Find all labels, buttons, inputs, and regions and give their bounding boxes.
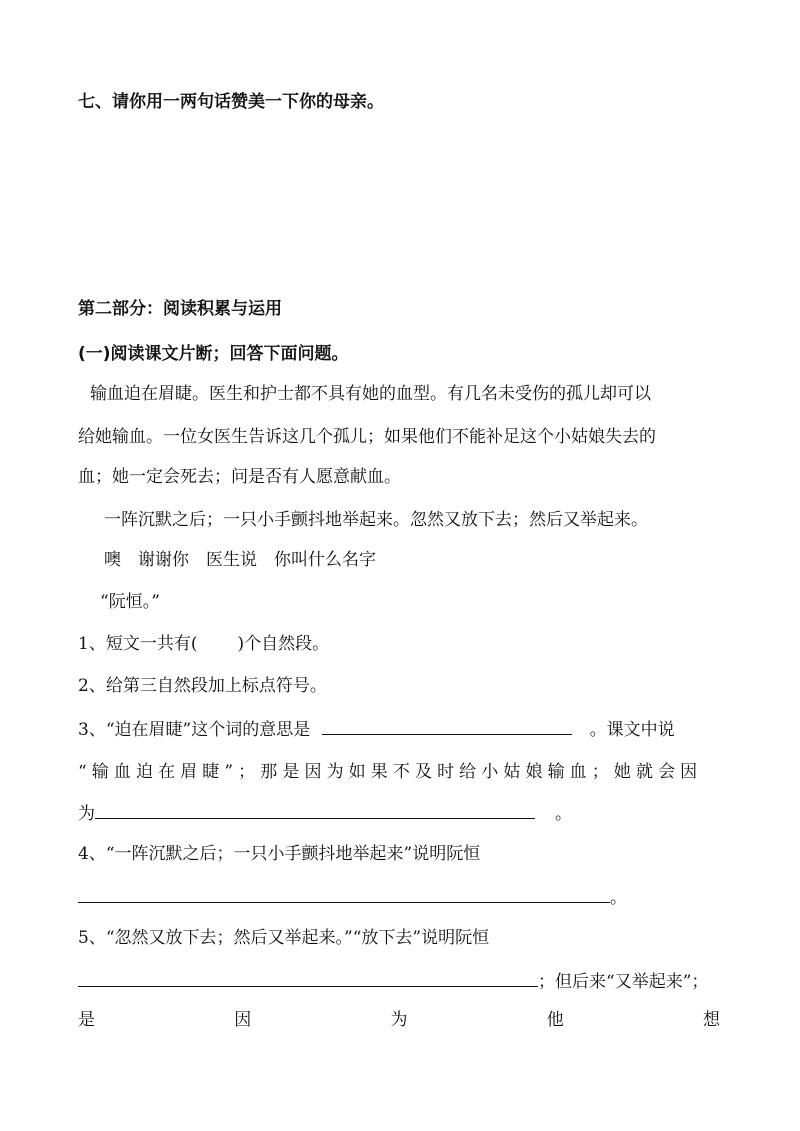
question-5-word-4: 他	[546, 1010, 564, 1030]
passage-line-1: 输血迫在眉睫。医生和护士都不具有她的血型。有几名未受伤的孤儿却可以	[90, 384, 651, 404]
question-5-line-2-suffix: ；但后来“又举起来”；	[538, 972, 709, 992]
question-1-prefix: 1、短文一共有(	[78, 634, 198, 654]
section1-title: (一)阅读课文片断；回答下面问题。	[78, 344, 349, 364]
passage-line-6: “阮恒。”	[100, 592, 160, 612]
question-3-line-1	[78, 716, 675, 742]
part2-title: 第二部分：阅读积累与运用	[78, 299, 282, 319]
question-5-blank-1[interactable]	[78, 968, 538, 987]
passage-line-4: 一阵沉默之后；一只小手颤抖地举起来。忽然又放下去；然后又举起来。	[104, 510, 648, 530]
question-3-prefix: 3、“迫在眉睫”这个词的意思是	[78, 720, 311, 740]
passage-line-2: 给她输血。一位女医生告诉这几个孤儿；如果他们不能补足这个小姑娘失去的	[78, 427, 656, 447]
question-3-line-2: “输血迫在眉睫”；那是因为如果不及时给小姑娘输血；她就会因	[78, 762, 703, 782]
question-5-word-5: 想	[703, 1010, 720, 1030]
question-5-word-1: 是	[78, 1010, 95, 1030]
question-5-word-2: 因	[234, 1010, 252, 1030]
question-4: 4、“一阵沉默之后；一只小手颤抖地举起来”说明阮恒	[78, 844, 481, 864]
question-3-blank-2[interactable]	[95, 800, 535, 819]
question-1-suffix: )个自然段。	[237, 634, 330, 654]
q7-title: 七、请你用一两句话赞美一下你的母亲。	[78, 92, 384, 112]
question-4-blank[interactable]	[78, 884, 610, 903]
question-4-end: 。	[610, 888, 627, 908]
question-3-line-3-suffix: 。	[555, 804, 572, 824]
question-5-line-3	[78, 1008, 720, 1032]
question-3-line-3-prefix: 为	[78, 804, 95, 824]
question-2: 2、给第三自然段加上标点符号。	[78, 676, 327, 696]
passage-line-5: 噢 谢谢你 医生说 你叫什么名字	[104, 550, 376, 570]
passage-line-3: 血；她一定会死去；问是否有人愿意献血。	[78, 467, 401, 487]
question-5: 5、“忽然又放下去；然后又举起来。”“放下去”说明阮恒	[78, 928, 490, 948]
question-4-answer-line	[78, 884, 627, 910]
question-1	[78, 632, 329, 656]
question-5-word-3: 为	[390, 1010, 408, 1030]
question-3-suffix: 。课文中说	[589, 720, 675, 740]
question-3-line-3	[78, 800, 572, 826]
question-3-blank-1[interactable]	[322, 716, 572, 735]
question-5-line-2	[78, 968, 708, 994]
